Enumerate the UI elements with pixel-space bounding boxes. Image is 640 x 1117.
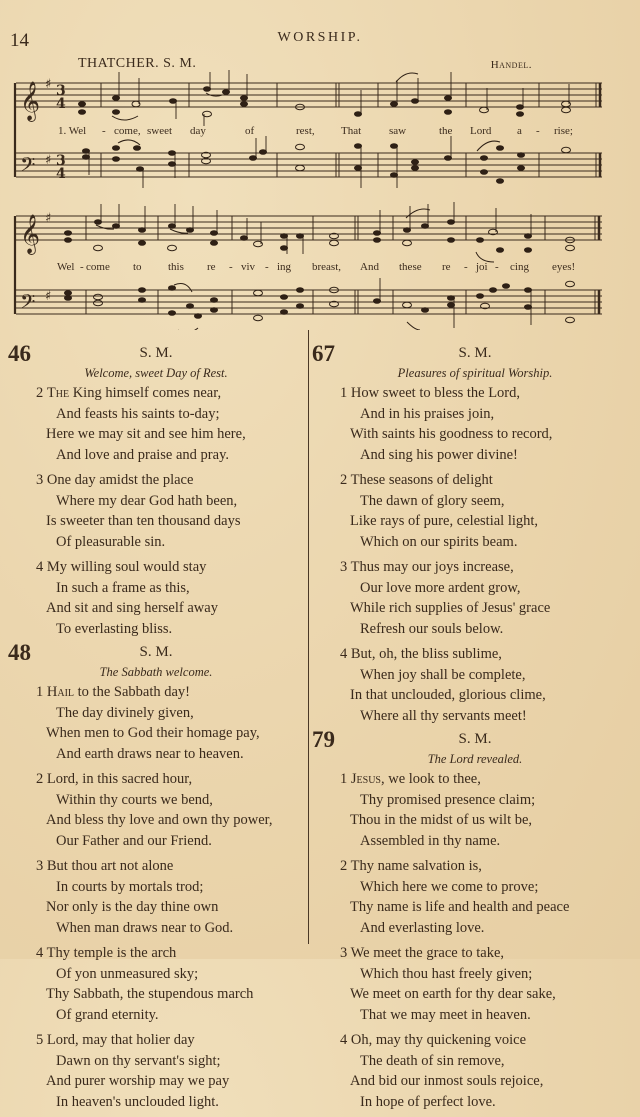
- hymn-46: [8, 341, 304, 639]
- hymn-number: 67: [312, 341, 335, 366]
- lyric-syllable: this: [168, 261, 184, 273]
- lyric-syllable: re: [442, 261, 451, 273]
- lyric-syllable: day: [190, 125, 206, 137]
- lyric-syllable: the: [439, 125, 453, 137]
- system2-bass-staff: [16, 290, 602, 314]
- first-word: Jesus: [350, 771, 381, 787]
- lyric-syllable: rise;: [554, 125, 573, 137]
- verse-line: Is sweeter than ten thousand days: [46, 513, 241, 529]
- stanza: [312, 470, 638, 552]
- stanza-number: 3: [36, 858, 44, 874]
- lyric-syllable: 1. Wel: [58, 125, 87, 137]
- verse-line: And purer worship may we pay: [46, 1073, 230, 1089]
- svg-text:𝄞: 𝄞: [20, 214, 41, 254]
- verse-line: Nor only is the day thine own: [46, 899, 219, 915]
- lyric-syllable: -: [102, 125, 106, 137]
- stanza-number: 3: [340, 559, 348, 575]
- svg-text:♯: ♯: [45, 153, 52, 168]
- verse-line: But thou art not alone: [46, 858, 174, 874]
- lyric-syllable: a: [517, 125, 522, 137]
- verse-line: Of yon unmeasured sky;: [56, 965, 199, 982]
- verse-line: to the Sabbath day!: [74, 684, 190, 700]
- stanza: [312, 1030, 638, 1112]
- verse-line: , we look to thee,: [380, 771, 481, 787]
- verse-line: Of grand eternity.: [56, 1006, 159, 1023]
- verse-line: Our Father and our Friend.: [56, 832, 212, 849]
- stanza: [8, 856, 304, 938]
- verse-line: The dawn of glory seem,: [360, 492, 505, 509]
- verse-line: Our love more ardent grow,: [360, 579, 521, 596]
- verse-line: Lord, in this sacred hour,: [46, 771, 193, 787]
- first-word: The: [46, 385, 70, 401]
- verse-line: And feasts his saints to-day;: [56, 405, 220, 422]
- verse-line: With saints his goodness to record,: [350, 426, 553, 442]
- hymn-number: 79: [312, 727, 335, 752]
- tune-name: THATCHER. S. M.: [78, 56, 197, 71]
- column-divider: [308, 330, 309, 944]
- svg-text:♯: ♯: [45, 289, 52, 304]
- verse-line: But, oh, the bliss sublime,: [350, 646, 502, 662]
- verse-line: King himself comes near,: [69, 385, 222, 401]
- verse-line: Thy name is life and health and peace: [350, 899, 570, 915]
- verse-line: Thou in the midst of us wilt be,: [350, 812, 533, 828]
- lyric-syllable: come: [86, 261, 110, 273]
- lyric-syllable: -: [536, 125, 540, 137]
- lyric-syllable: That: [341, 125, 362, 137]
- section-title: WORSHIP.: [277, 30, 363, 45]
- lyric-syllable: come,: [114, 125, 141, 137]
- verse-line: The day divinely given,: [56, 704, 194, 721]
- verse-line: Lord, may that holier day: [46, 1032, 195, 1048]
- verse-line: How sweet to bless the Lord,: [350, 385, 521, 401]
- lyric-syllable: Wel: [57, 261, 75, 273]
- verse-line: When men to God their homage pay,: [46, 725, 260, 741]
- verse-line: Which here we come to prove;: [360, 878, 539, 895]
- stanza: [8, 943, 304, 1025]
- lyric-syllable: viv: [241, 261, 256, 273]
- verse-line: When man draws near to God.: [56, 919, 234, 936]
- svg-text:3: 3: [56, 83, 66, 99]
- verse-line: While rich supplies of Jesus' grace: [350, 600, 551, 616]
- stanza-number: 3: [340, 945, 348, 961]
- hymn-79: [312, 727, 638, 1112]
- lyric-syllable: -: [229, 261, 233, 273]
- svg-text:𝄢: 𝄢: [20, 290, 36, 318]
- verse-line: The death of sin remove,: [360, 1052, 505, 1069]
- verse-line: My willing soul would stay: [46, 559, 207, 575]
- verse-line: Thus may our joys increase,: [350, 559, 514, 575]
- verse-line: Where my dear God hath been,: [56, 492, 238, 509]
- lyric-syllable: joi: [476, 261, 488, 273]
- verse-line: In courts by mortals trod;: [56, 878, 204, 895]
- verse-line: And sit and sing herself away: [46, 600, 218, 616]
- verse-line: These seasons of delight: [350, 472, 493, 488]
- verse-line: And sing his power divine!: [360, 446, 518, 463]
- stanza-number: 1: [340, 771, 348, 787]
- stanza: [312, 644, 638, 726]
- stanza: [8, 682, 304, 764]
- hymn-subtitle: The Sabbath welcome.: [99, 665, 213, 679]
- lyric-syllable: -: [495, 261, 499, 273]
- verse-line: And everlasting love.: [360, 919, 485, 936]
- lyric-syllable: eyes!: [552, 261, 576, 273]
- hymn-meter: S. M.: [458, 731, 492, 747]
- verse-line: One day amidst the place: [46, 472, 194, 488]
- verse-line: Where all thy servants meet!: [360, 707, 527, 724]
- hymn-meter: S. M.: [139, 644, 173, 660]
- stanza: [8, 769, 304, 851]
- hymn-subtitle: Pleasures of spiritual Worship.: [397, 366, 553, 380]
- lyric-syllable: saw: [389, 125, 407, 137]
- svg-text:♯: ♯: [45, 211, 52, 226]
- hymn-67: [312, 341, 638, 726]
- verse-line: And love and praise and pray.: [56, 446, 230, 463]
- composer: Handel.: [490, 59, 532, 71]
- verse-line: In hope of perfect love.: [360, 1093, 496, 1110]
- lyric-syllable: breast,: [312, 261, 342, 273]
- stanza: [312, 383, 638, 465]
- verse-line: Oh, may thy quickening voice: [350, 1032, 527, 1048]
- page-number: 14: [10, 30, 29, 51]
- stanza: [8, 470, 304, 552]
- verse-line: And earth draws near to heaven.: [56, 745, 244, 762]
- lyric-syllable: And: [360, 261, 379, 273]
- system1-treble-staff: [16, 83, 602, 107]
- stanza: [8, 1030, 304, 1112]
- stanza-number: 2: [36, 385, 44, 401]
- hymn-number: 48: [8, 640, 31, 665]
- verse-line: And bless thy love and own thy power,: [46, 812, 273, 828]
- first-word: Hail: [46, 684, 75, 700]
- verse-line: And bid our inmost souls rejoice,: [350, 1073, 544, 1089]
- hymn-subtitle: Welcome, sweet Day of Rest.: [84, 366, 228, 380]
- hymn-number: 46: [8, 341, 31, 366]
- lyric-syllable: -: [265, 261, 269, 273]
- verse-line: Which on our spirits beam.: [360, 533, 518, 550]
- verse-line: Thy Sabbath, the stupendous march: [46, 986, 254, 1002]
- svg-text:3: 3: [56, 153, 66, 169]
- verse-line: Assembled in thy name.: [360, 832, 501, 849]
- stanza: [312, 557, 638, 639]
- verse-line: Within thy courts we bend,: [56, 791, 213, 808]
- music-score: [0, 70, 640, 330]
- verse-line: In that unclouded, glorious clime,: [350, 687, 546, 703]
- stanza-number: 1: [36, 684, 44, 700]
- hymn-meter: S. M.: [458, 345, 492, 361]
- lyric-syllable: to: [133, 261, 142, 273]
- stanza: [312, 769, 638, 851]
- stanza-number: 4: [36, 945, 44, 961]
- verse-line: Dawn on thy servant's sight;: [56, 1052, 221, 1069]
- verse-line: Which thou hast freely given;: [360, 965, 533, 982]
- lyric-syllable: -: [80, 261, 84, 273]
- system1-bass-staff: [16, 153, 602, 177]
- lyric-syllable: of: [245, 125, 255, 137]
- stanza: [312, 856, 638, 938]
- stanza-number: 4: [340, 1032, 348, 1048]
- verse-line: When joy shall be complete,: [360, 666, 526, 683]
- stanza-number: 1: [340, 385, 348, 401]
- svg-text:♯: ♯: [45, 77, 52, 92]
- svg-text:𝄞: 𝄞: [20, 81, 41, 121]
- stanza-number: 3: [36, 472, 44, 488]
- stanza-number: 4: [340, 646, 348, 662]
- lyric-syllable: cing: [510, 261, 529, 273]
- verse-line: To everlasting bliss.: [56, 620, 173, 637]
- verse-line: Thy promised presence claim;: [360, 791, 536, 808]
- lyric-syllable: Lord: [470, 125, 492, 137]
- hymn-subtitle: The Lord revealed.: [427, 752, 523, 766]
- svg-text:4: 4: [56, 96, 66, 112]
- hymn-meter: S. M.: [139, 345, 173, 361]
- right-column: [312, 341, 638, 1117]
- verse-line: Refresh our souls below.: [360, 620, 504, 637]
- verse-line: That we may meet in heaven.: [360, 1006, 531, 1023]
- lyric-syllable: -: [464, 261, 468, 273]
- verse-line: Thy name salvation is,: [350, 858, 482, 874]
- verse-line: We meet on earth for thy dear sake,: [350, 986, 556, 1002]
- stanza-number: 2: [340, 472, 348, 488]
- lyric-syllable: these: [399, 261, 422, 273]
- verse-line: We meet the grace to take,: [350, 945, 505, 961]
- verse-line: In heaven's unclouded light.: [56, 1093, 219, 1110]
- left-column: [8, 341, 304, 1117]
- verse-line: Thy temple is the arch: [46, 945, 177, 961]
- svg-text:4: 4: [56, 166, 66, 182]
- verse-line: Like rays of pure, celestial light,: [350, 513, 539, 529]
- stanza-number: 5: [36, 1032, 44, 1048]
- verse-line: In such a frame as this,: [56, 579, 190, 596]
- stanza-number: 4: [36, 559, 44, 575]
- stanza-number: 2: [36, 771, 44, 787]
- lyric-syllable: sweet: [147, 125, 173, 137]
- stanza-number: 2: [340, 858, 348, 874]
- verse-line: Here we may sit and see him here,: [46, 426, 246, 442]
- stanza: [312, 943, 638, 1025]
- stanza: [8, 557, 304, 639]
- lyric-syllable: re: [207, 261, 216, 273]
- lyric-syllable: rest,: [296, 125, 315, 137]
- verse-line: Of pleasurable sin.: [56, 533, 166, 550]
- stanza: [8, 383, 304, 465]
- svg-text:𝄢: 𝄢: [20, 153, 36, 181]
- lyric-syllable: ing: [277, 261, 292, 273]
- verse-line: And in his praises join,: [360, 405, 495, 422]
- hymn-48: [8, 640, 304, 1112]
